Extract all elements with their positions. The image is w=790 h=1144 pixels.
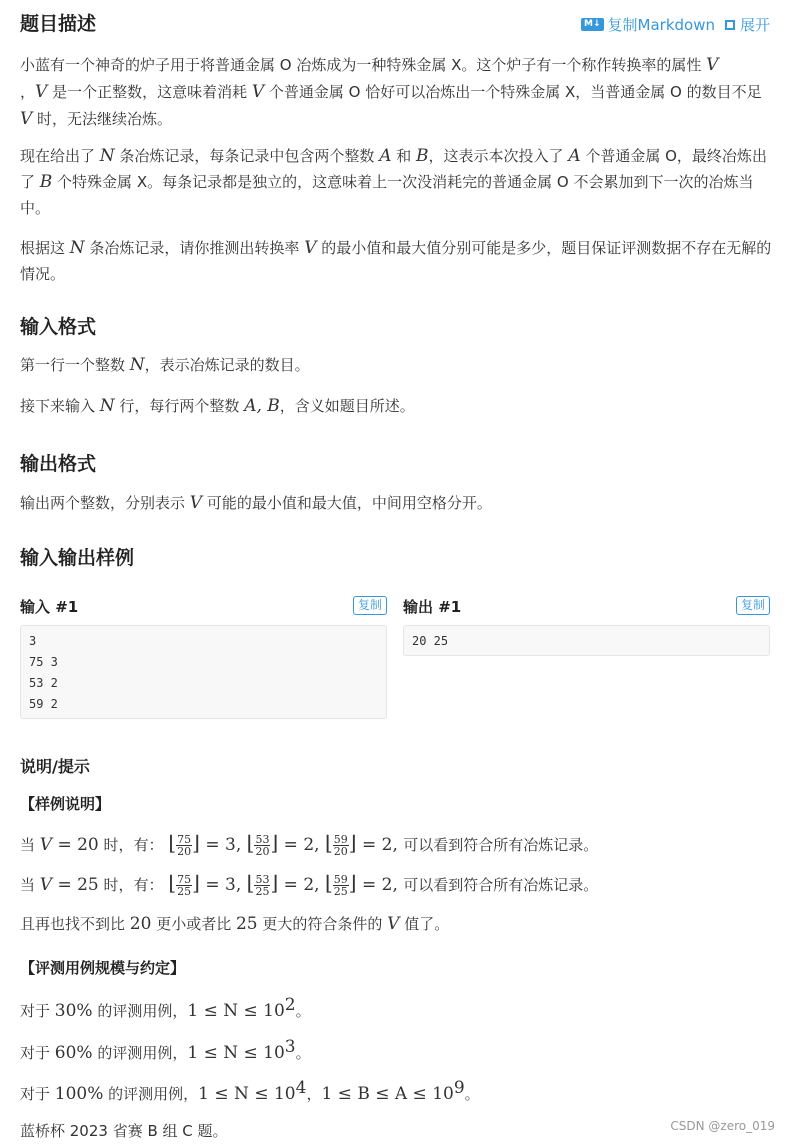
scale-line-2: 对于 60% 的评测用例，$1 \le N \le 10^3$。 [20,1037,311,1063]
description-p2: 现在给出了 N 条冶炼记录，每条记录中包含两个整数 A 和 B，这表示本次投入了 A 个普通金属 O，最终冶炼出了 B 个特殊金属 X。每条记录都是独立的，这意味着上一次没消耗完的普通金属 O 不会累加到下一次的冶炼当中。 [20,146,767,217]
sample-explain-title: 【样例说明】 [20,795,111,813]
sample-input-box[interactable]: 3 75 3 53 2 59 2 [20,625,387,719]
description-p3: 根据这 N 条冶炼记录，请你推测出转换率 V 的最小值和最大值分别可能是多少，题目保证评测数据不存在无解的情况。 [20,238,772,283]
sample-output-header [403,596,770,617]
sample-output-label: 输出 #1 [403,598,462,616]
output-format-p1: 输出两个整数，分别表示 V 可能的最小值和最大值，中间用空格分开。 [20,493,492,513]
expand-icon [725,20,735,30]
sample-output-box[interactable]: 20 25 [403,625,770,656]
output-format-section [20,452,772,476]
hint-line-3: 且再也找不到比 20 更小或者比 25 更大的符合条件的 V 值了。 [20,914,450,934]
hint-title: 说明/提示 [20,757,90,776]
sample-input-header [20,596,387,617]
scale-line-3: 对于 100% 的评测用例，$1 \le N \le 10^4$，$1 \le B \le A \le 10^9$。 [20,1078,480,1104]
scale-title: 【评测用例规模与约定】 [20,959,186,977]
input-format-title: 输入格式 [20,316,97,338]
hint-line-2: 当 V = 25 时，有： ⌊ $\frac{75}{25}$ ⌋ = 3, ⌊ $\frac{53}{25}$ ⌋ = 2, ⌊ $\frac{59}{25}$ ⌋ = 2, 可以看到符合所有冶炼记录。 [20,871,599,898]
page-title: 题目描述 [20,13,97,35]
scale-line-1: 对于 30% 的评测用例，$1 \le N \le 10^2$。 [20,995,311,1021]
input-format-p1: 第一行一个整数 N，表示冶炼记录的数目。 [20,355,310,375]
copy-markdown-button[interactable]: M↓ 复制Markdown [581,14,715,35]
watermark: CSDN @zero_019 [670,1119,775,1133]
sample-input-label: 输入 #1 [20,598,79,616]
markdown-icon: M↓ [581,18,604,31]
copy-output-button[interactable]: 复制 [736,596,770,615]
input-format-section [20,315,772,339]
samples-title: 输入输出样例 [20,547,135,569]
header-actions [581,14,770,35]
description-p1: 小蓝有一个神奇的炉子用于将普通金属 O 冶炼成为一种特殊金属 X。这个炉子有一个称作转换率的属性 V ，V 是一个正整数，这意味着消耗 V 个普通金属 O 恰好可以冶炼出一个特殊金属 X，当普通金属 O 的数目不足 V 时，无法继续冶炼。 [20,55,762,129]
samples-section [20,546,772,570]
hint-section [20,754,772,777]
source-line: 蓝桥杯 2023 省赛 B 组 C 题。 [20,1122,228,1140]
expand-button[interactable]: 展开 [725,14,770,35]
copy-input-button[interactable]: 复制 [353,596,387,615]
output-format-title: 输出格式 [20,453,97,475]
input-format-p2: 接下来输入 N 行，每行两个整数 A, B，含义如题目所述。 [20,396,415,416]
hint-line-1: 当 V = 20 时，有： ⌊ $\frac{75}{20}$ ⌋ = 3, ⌊ $\frac{53}{20}$ ⌋ = 2, ⌊ $\frac{59}{20}$ ⌋ = 2, 可以看到符合所有冶炼记录。 [20,831,599,858]
